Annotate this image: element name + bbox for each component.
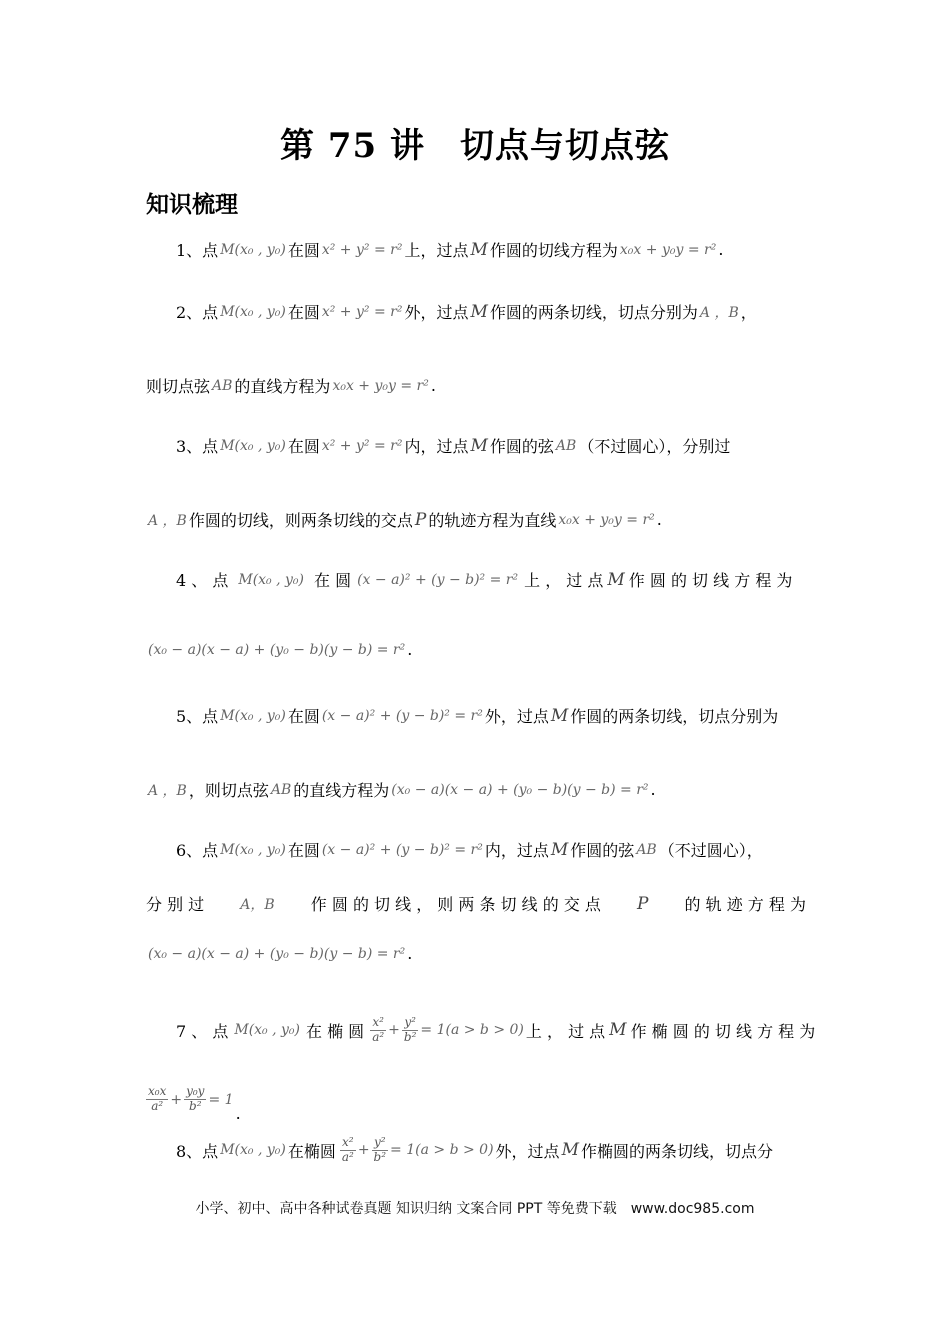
text: 的直线方程为 [293, 781, 390, 800]
text: . [407, 944, 413, 963]
math-fraction [340, 1136, 356, 1165]
text: 内，过点 [404, 437, 469, 456]
text: . [656, 510, 662, 529]
fraction-denominator: b² [189, 1099, 202, 1113]
text: . [650, 780, 656, 799]
text: 作椭圆的两条切线，切点分 [580, 1141, 773, 1161]
text: 内，过点 [484, 841, 549, 860]
fraction-numerator: x₀x [148, 1084, 167, 1099]
item-number: 8、点 [176, 1141, 219, 1161]
math-symbol: M [470, 435, 488, 456]
math-equation: x² + y² = r² [321, 437, 403, 454]
math-point: M(x₀ , y₀) [220, 841, 286, 858]
math-symbol: M [607, 569, 625, 590]
math-equation: (x − a)² + (y − b)² = r² [357, 571, 519, 588]
math-symbol: A ，B [148, 512, 187, 529]
text: 外，过点 [404, 303, 469, 322]
item-number: 2、点 [176, 303, 219, 322]
math-equation: x₀x + y₀y = r² [332, 377, 429, 394]
text: . [718, 240, 724, 259]
item-3-line-2 [146, 508, 662, 531]
item-2 [176, 300, 757, 323]
text: 作圆的弦 [489, 437, 554, 456]
text: 外，过点 [484, 707, 549, 726]
text: 上，过点 [404, 241, 469, 260]
fraction-denominator: a² [341, 1149, 354, 1164]
text: 的 轨 迹 方 程 为 [684, 895, 806, 914]
math-equation: = 1 [208, 1091, 234, 1108]
text: 作圆的两条切线，切点分别为 [570, 707, 779, 726]
fraction-denominator: b² [403, 1029, 417, 1044]
page-footer: 小学、初中、高中各种试卷真题 知识归纳 文案合同 PPT 等免费下载 www.doc985.com [195, 1201, 755, 1217]
fraction-denominator: a² [151, 1099, 164, 1113]
math-symbol: M [470, 301, 488, 322]
item-1 [176, 238, 723, 261]
math-symbol: P [637, 893, 649, 914]
math-fraction [184, 1085, 206, 1114]
fraction-numerator: x² [372, 1015, 384, 1029]
math-point: M(x₀ , y₀) [238, 571, 304, 588]
math-point: M(x₀ , y₀) [220, 241, 286, 258]
text: 在圆 [287, 303, 320, 322]
item-5-line-2 [146, 778, 656, 801]
text: 在圆 [287, 241, 320, 260]
item-6-line-3 [146, 944, 412, 963]
item-7-line-2: $\frac{\text{x₀x}}{\text{a²}}$ + $\frac{\text{y₀y}}{\text{b²}}$ = 1 . [148, 1084, 241, 1123]
math-fraction [370, 1016, 386, 1045]
item-3 [176, 434, 730, 457]
math-symbol: A，B [240, 896, 275, 913]
text: 上 ， 过 点 [524, 571, 604, 590]
math-point: M(x₀ , y₀) [220, 707, 286, 724]
text: 作圆的弦 [570, 841, 635, 860]
math-equation: x₀x + y₀y = r² [619, 241, 717, 258]
item-number: 1、点 [176, 241, 219, 260]
text: . [235, 1104, 241, 1123]
math-equation: x² + y² = r² [321, 303, 403, 320]
text: 在 椭 圆 [306, 1021, 365, 1041]
math-symbol: M [550, 705, 569, 726]
text: 作圆的切线，则两条切线的交点 [188, 511, 413, 530]
math-symbol: M [550, 839, 569, 860]
math-fraction [372, 1136, 389, 1165]
text: ，则切点弦 [188, 781, 269, 800]
section-heading: 知识梳理 [146, 191, 238, 218]
math-symbol: M [561, 1140, 579, 1161]
math-equation: x₀x + y₀y = r² [558, 511, 655, 528]
math-symbol: P [414, 509, 427, 530]
text: 在椭圆 [287, 1141, 336, 1161]
math-fraction [146, 1085, 168, 1114]
item-4 [176, 568, 792, 591]
math-equation: (x − a)² + (y − b)² = r² [321, 707, 483, 724]
math-equation: x² + y² = r² [321, 241, 403, 258]
text: . [430, 376, 436, 395]
item-8: 8、点 M(x₀ , y₀) 在椭圆 $\frac{\text{x²}}{\text{a²}}$ + $\frac{\text{y²}}{\text{b²}}$ = 1(a > b > 0) 外，过点 M 作椭圆的两条切线，切点分 [176, 1135, 773, 1164]
math-point: M(x₀ , y₀) [220, 437, 286, 454]
math-symbol: AB [270, 781, 292, 798]
text: （不过圆心），分别过 [578, 437, 731, 456]
math-symbol: AB [212, 377, 233, 394]
math-equation: (x₀ − a)(x − a) + (y₀ − b)(y − b) = r² [391, 781, 649, 798]
item-number: 5、点 [176, 707, 219, 726]
fraction-numerator: y² [374, 1135, 386, 1149]
math-symbol: M [470, 239, 488, 260]
fraction-denominator: b² [373, 1149, 387, 1164]
item-7: 7 、 点 M(x₀ , y₀) 在 椭 圆 $\frac{\text{x²}}{\text{a²}}$ + $\frac{\text{y²}}{\text{b²}}$ = 1(a > b > 0) 上 ， 过 点 M 作 椭 圆 的 切 线 方 程 为 [176, 1015, 816, 1044]
text: 作圆的切线方程为 [489, 241, 618, 260]
item-6-line-2 [146, 892, 806, 915]
item-number: 6、点 [176, 841, 219, 860]
math-point: M(x₀ , y₀) [234, 1022, 300, 1039]
item-4-line-2 [146, 640, 412, 659]
text: 在圆 [287, 437, 320, 456]
fraction-denominator: a² [372, 1029, 385, 1044]
text: ， [740, 303, 757, 322]
math-fraction [402, 1016, 419, 1045]
item-number: 3、点 [176, 437, 219, 456]
text: 在圆 [287, 841, 320, 860]
fraction-numerator: y² [404, 1015, 416, 1029]
text: 的轨迹方程为直线 [428, 511, 557, 530]
math-point: M(x₀ , y₀) [220, 303, 286, 320]
math-symbol: AB [555, 437, 577, 454]
text: 作 圆 的 切 线 ， 则 两 条 切 线 的 交 点 [310, 895, 601, 914]
math-equation: (x₀ − a)(x − a) + (y₀ − b)(y − b) = r² [148, 641, 406, 658]
math-equation: (x − a)² + (y − b)² = r² [321, 841, 483, 858]
item-6 [176, 838, 763, 861]
math-equation: = 1(a > b > 0) [390, 1142, 494, 1159]
text: 作 椭 圆 的 切 线 方 程 为 [630, 1021, 816, 1041]
text: . [407, 640, 413, 659]
math-symbol: A ，B [699, 304, 739, 321]
text: （不过圆心）， [658, 841, 763, 860]
item-2-line-2 [146, 374, 436, 397]
item-number: 7 、 点 [176, 1021, 229, 1041]
math-equation: = 1(a > b > 0) [420, 1022, 524, 1039]
text: 分 别 过 [146, 895, 205, 914]
fraction-numerator: y₀y [186, 1084, 205, 1099]
text: 在圆 [287, 707, 320, 726]
text: 作 圆 的 切 线 方 程 为 [628, 571, 793, 590]
math-symbol: A ，B [148, 782, 187, 799]
math-symbol: AB [636, 841, 657, 858]
text: 外，过点 [495, 1141, 560, 1161]
math-point: M(x₀ , y₀) [220, 1142, 286, 1159]
item-number: 4 、 点 [176, 571, 229, 590]
text: 的直线方程为 [234, 377, 331, 396]
page-title: 第 75 讲 切点与切点弦 [280, 126, 670, 166]
text: 作圆的两条切线，切点分别为 [489, 303, 698, 322]
item-5 [176, 704, 778, 727]
text: 则切点弦 [146, 377, 211, 396]
text: 上 ， 过 点 [525, 1021, 606, 1041]
math-equation: (x₀ − a)(x − a) + (y₀ − b)(y − b) = r² [148, 945, 406, 962]
text: 在 圆 [314, 571, 352, 590]
math-symbol: M [609, 1020, 627, 1041]
fraction-numerator: x² [342, 1135, 354, 1149]
